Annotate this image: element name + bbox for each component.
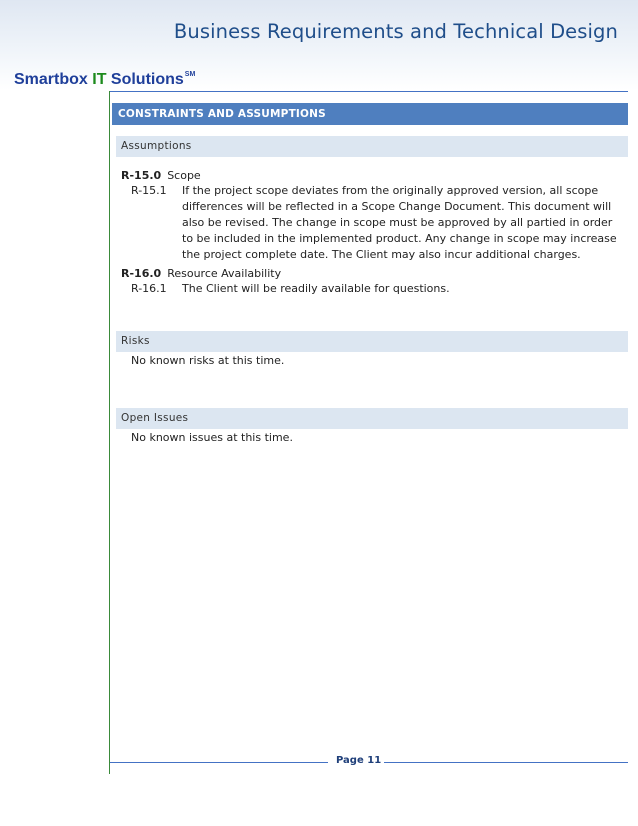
requirement-r16-heading: [121, 267, 281, 280]
header-rule: [110, 91, 628, 92]
requirement-r15-heading: [121, 169, 201, 182]
footer-rule-right: [384, 762, 628, 763]
logo-word-it: IT: [92, 71, 107, 88]
company-logo: [14, 71, 195, 89]
subheading-open-issues: Open Issues: [116, 408, 628, 429]
risks-text: No known risks at this time.: [131, 354, 285, 367]
sub-requirement-id: R-16.1: [131, 282, 167, 295]
sub-requirement-id: R-15.1: [131, 184, 167, 197]
sub-requirement-text: The Client will be readily available for questions.: [182, 282, 450, 295]
page-number: Page 11: [336, 755, 382, 766]
logo-word-solutions: Solutions: [106, 71, 184, 88]
subheading-risks: Risks: [116, 331, 628, 352]
logo-word-smartbox: Smartbox: [14, 71, 93, 88]
requirement-title: Resource Availability: [167, 267, 282, 280]
requirement-id: R-16.0: [121, 267, 162, 280]
requirement-title: Scope: [167, 169, 201, 182]
document-title: Business Requirements and Technical Design: [173, 20, 618, 43]
service-mark: SM: [184, 71, 196, 78]
section-heading-constraints: CONSTRAINTS AND ASSUMPTIONS: [112, 103, 628, 125]
open-issues-text: No known issues at this time.: [131, 431, 293, 444]
footer-rule-left: [110, 762, 328, 763]
requirement-id: R-15.0: [121, 169, 162, 182]
subheading-assumptions: Assumptions: [116, 136, 628, 157]
margin-line: [109, 91, 110, 774]
sub-requirement-text: If the project scope deviates from the originally approved version, all scope differences will be reflected in a Scope Change Document. This document will also be revised. The change in scope must be approved by all partied in order to be included in the implemented product. Any change in scope may increase the project complete date. The Client may also incur additional charges.: [182, 184, 617, 261]
